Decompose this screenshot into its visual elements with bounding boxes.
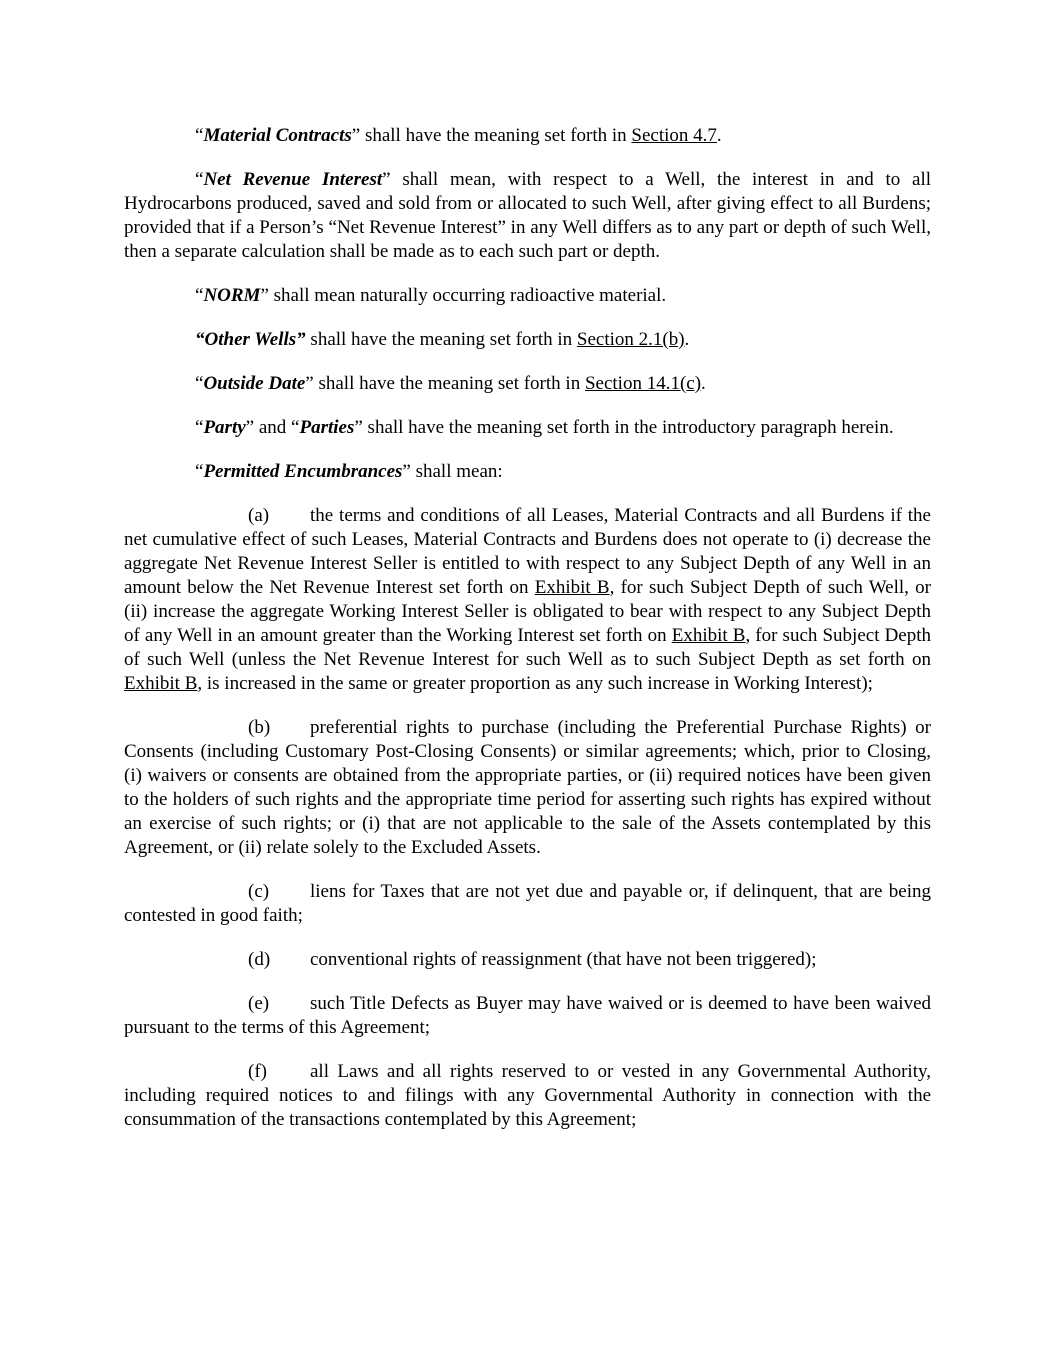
- definition-norm: “NORM” shall mean naturally occurring radioactive material.: [195, 285, 667, 306]
- section-reference-link[interactable]: Section 2.1(b): [576, 329, 685, 350]
- clause-label: (d): [248, 949, 271, 970]
- exhibit-reference-link[interactable]: Exhibit B: [671, 625, 746, 646]
- clause-label: (f): [248, 1061, 267, 1082]
- defined-term: Net Revenue Interest: [203, 169, 383, 190]
- clause-f: (f) all Laws and all rights reserved to or vested in any Governmental Authority, including required notices to and filings with any Governmental Authority in connection with the consummation of the transactions contemplated by this Agreement;: [124, 1061, 931, 1130]
- defined-term: Outside Date: [203, 373, 306, 394]
- clause-c: (c) liens for Taxes that are not yet due and payable or, if delinquent, that are being contested in good faith;: [124, 881, 931, 926]
- definition-material-contracts: “Material Contracts” shall have the meaning set forth in Section 4.7.: [195, 125, 722, 146]
- defined-term: NORM: [203, 285, 261, 306]
- defined-term: Permitted Encumbrances: [203, 461, 403, 482]
- document-page: [124, 124, 931, 1152]
- definition-permitted-encumbrances: “Permitted Encumbrances” shall mean:: [195, 461, 503, 482]
- defined-term: Material Contracts: [203, 125, 352, 146]
- definition-net-revenue-interest: “Net Revenue Interest” shall mean, with respect to a Well, the interest in and to all Hydrocarbons produced, saved and sold from or allocated to such Well, after giving effect to all Burdens; provided that if a Person’s “Net Revenue Interest” in any Well differs as to any part or depth of such Well, then a separate calculation shall be made as to each such part or depth.: [124, 169, 931, 262]
- defined-term: Other Wells: [204, 329, 297, 350]
- clause-d: (d) conventional rights of reassignment (that have not been triggered);: [248, 949, 817, 970]
- clause-b: (b) preferential rights to purchase (including the Preferential Purchase Rights) or Consents (including Customary Post-Closing Consents) or similar agreements; which, prior to Closing, (i) waivers or consents are obtained from the appropriate parties, or (ii) required notices have been given to the holders of such rights and the appropriate time period for asserting such rights has expired without an exercise of such rights; or (i) that are not applicable to the sale of the Assets contemplated by this Agreement, or (ii) relate solely to the Excluded Assets.: [124, 717, 931, 858]
- defined-term: Parties: [299, 417, 355, 438]
- clause-label: (e): [248, 993, 270, 1014]
- definition-outside-date: “Outside Date” shall have the meaning set forth in Section 14.1(c).: [195, 373, 706, 394]
- exhibit-reference-link[interactable]: Exhibit B: [124, 673, 198, 694]
- exhibit-reference-link[interactable]: Exhibit B: [534, 577, 610, 598]
- defined-term: Party: [203, 417, 246, 438]
- clause-label: (a): [248, 505, 270, 526]
- section-reference-link[interactable]: Section 4.7: [631, 125, 717, 146]
- definition-other-wells: “Other Wells” shall have the meaning set forth in Section 2.1(b).: [195, 329, 690, 350]
- clause-label: (c): [248, 881, 270, 902]
- clause-e: (e) such Title Defects as Buyer may have waived or is deemed to have been waived pursuant to the terms of this Agreement;: [124, 993, 931, 1038]
- section-reference-link[interactable]: Section 14.1(c): [584, 373, 702, 394]
- clause-a: (a) the terms and conditions of all Leases, Material Contracts and all Burdens if the net cumulative effect of such Leases, Material Contracts and Burdens does not operate to (i) decrease the aggregate Net Revenue Interest Seller is entitled to with respect to any Subject Depth of any Well in an amount below the Net Revenue Interest set forth on Exhibit B, for such Subject Depth of such Well, or (ii) increase the aggregate Working Interest Seller is obligated to bear with respect to any Subject Depth of any Well in an amount greater than the Working Interest set forth on Exhibit B, for such Subject Depth of such Well (unless the Net Revenue Interest for such Well as to such Subject Depth as set forth on Exhibit B, is increased in the same or greater proportion as any such increase in Working Interest);: [124, 505, 931, 694]
- definition-party-parties: “Party” and “Parties” shall have the meaning set forth in the introductory paragraph herein.: [195, 417, 894, 438]
- clause-label: (b): [248, 717, 271, 738]
